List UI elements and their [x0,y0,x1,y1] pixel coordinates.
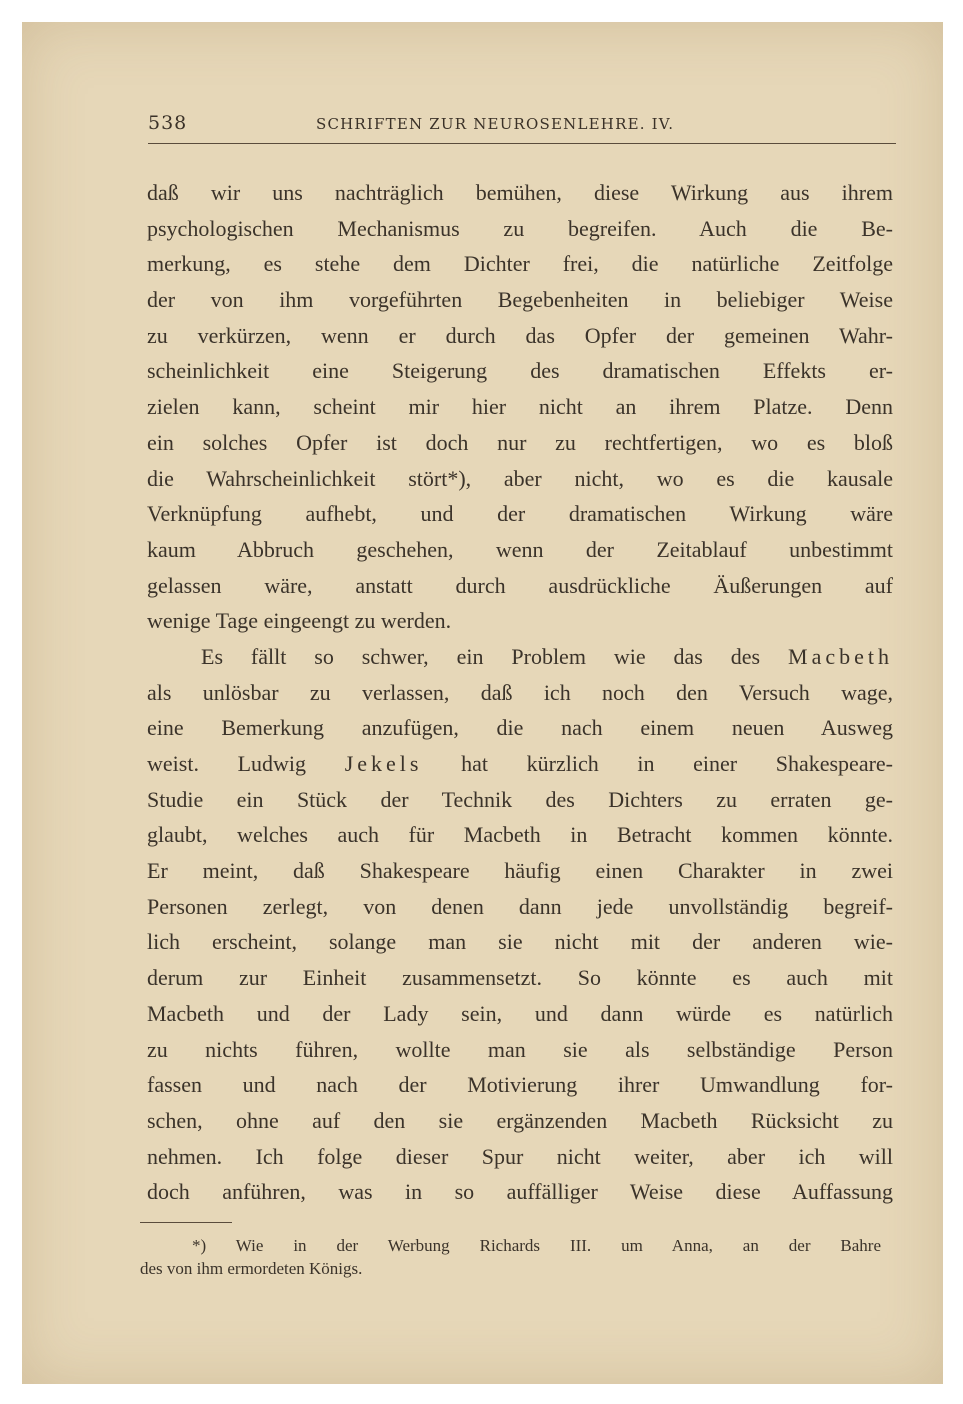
text-line: die Wahrscheinlichkeit stört*), aber nicht, wo es die kausale [147,465,893,491]
text-run: weist. Ludwig [147,751,307,776]
text-line: eine Bemerkung anzufügen, die nach einem neuen Ausweg [147,715,893,741]
text-line: zu nichts führen, wollte man sie als selbständige Person [147,1036,893,1062]
page-header [148,112,896,142]
text-line: merkung, es stehe dem Dichter frei, die natürliche Zeitfolge [147,251,893,277]
paragraph-start-line [147,639,893,675]
text-line: Macbeth und der Lady sein, und dann würde es natürlich [147,1000,893,1026]
spaced-name-macbeth: Macbeth [788,643,893,669]
body-text [147,175,893,1210]
paragraph-end-line: wenige Tage eingeengt zu werden. [147,608,452,634]
running-head: SCHRIFTEN ZUR NEUROSENLEHRE. IV. [316,115,675,133]
text-line: schen, ohne auf den sie ergänzenden Macbeth Rücksicht zu [147,1107,893,1133]
text-line: nehmen. Ich folge dieser Spur nicht weiter, aber ich will [147,1143,893,1169]
text-line: doch anführen, was in so auffälliger Weise diese Auffassung [147,1179,893,1205]
footnote-line: *) Wie in der Werbung Richards III. um Anna, an der Bahre [192,1236,881,1255]
text-line: lich erscheint, solange man sie nicht mit der anderen wie- [147,929,893,955]
text-line: als unlösbar zu verlassen, daß ich noch den Versuch wage, [147,679,893,705]
text-line: Verknüpfung aufhebt, und der dramatischen Wirkung wäre [147,501,893,527]
text-line: Personen zerlegt, von denen dann jede unvollständig begreif- [147,893,893,919]
text-line: Studie ein Stück der Technik des Dichters zu erraten ge- [147,786,893,812]
text-line: zielen kann, scheint mir hier nicht an ihrem Platze. Denn [147,394,893,420]
text-line: gelassen wäre, anstatt durch ausdrückliche Äußerungen auf [147,572,893,598]
header-rule [148,143,896,144]
footnote-line: des von ihm ermordeten Königs. [140,1259,363,1278]
text-line: derum zur Einheit zusammensetzt. So könnte es auch mit [147,965,893,991]
footnote-rule [140,1222,232,1223]
text-line: ein solches Opfer ist doch nur zu rechtfertigen, wo es bloß [147,429,893,455]
spaced-name-jekels: Jekels [344,751,423,776]
text-line: daß wir uns nachträglich bemühen, diese Wirkung aus ihrem [147,180,893,205]
text-line: glaubt, welches auch für Macbeth in Betracht kommen könnte. [147,822,893,848]
text-line: der von ihm vorgeführten Begebenheiten in beliebiger Weise [147,287,893,313]
text-line: psychologischen Mechanismus zu begreifen. Auch die Be- [147,215,893,241]
text-line: scheinlichkeit eine Steigerung des dramatischen Effekts er- [147,358,893,384]
text-run: Es fällt so schwer, ein Problem wie das des [201,643,761,669]
text-line: kaum Abbruch geschehen, wenn der Zeitablauf unbestimmt [147,536,893,562]
text-run: hat kürzlich in einer Shakespeare- [461,751,894,776]
page-number: 538 [148,112,188,134]
text-line: Er meint, daß Shakespeare häufig einen Charakter in zwei [147,858,893,884]
text-line [147,746,893,782]
footnote [140,1234,881,1280]
text-line: fassen und nach der Motivierung ihrer Umwandlung for- [147,1072,893,1098]
text-line: zu verkürzen, wenn er durch das Opfer der gemeinen Wahr- [147,322,893,348]
